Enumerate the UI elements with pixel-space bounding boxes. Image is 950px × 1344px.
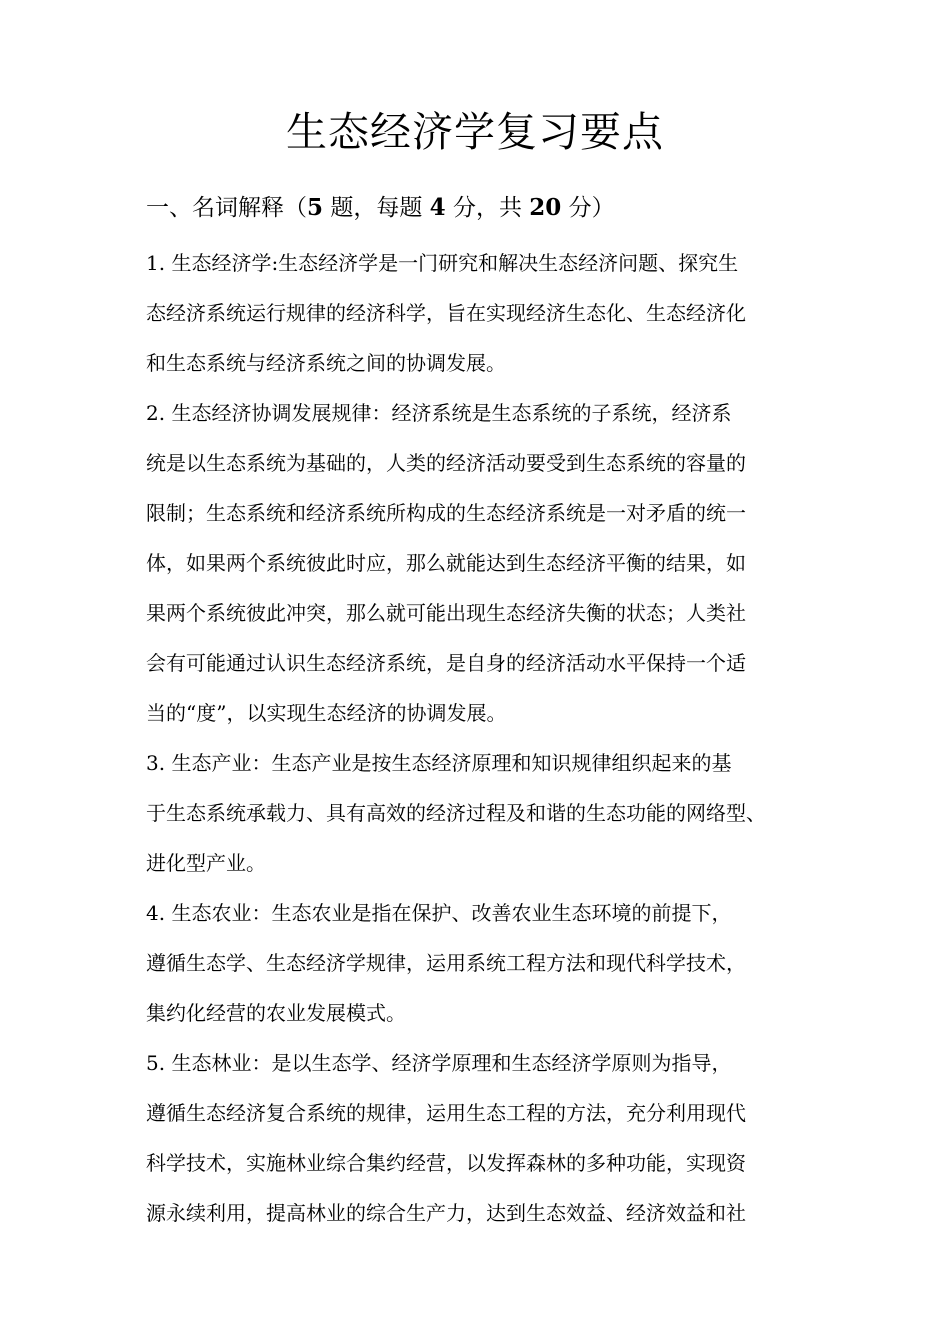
text-line: 科学技术，实施林业综合集约经营，以发挥森林的多种功能，实现资: [146, 1151, 746, 1175]
text-line: 会有可能通过认识生态经济系统，是自身的经济活动水平保持一个适: [146, 651, 746, 675]
text-line: 3. 生态产业：生态产业是按生态经济原理和知识规律组织起来的基: [146, 751, 732, 775]
text-line: 态经济系统运行规律的经济科学，旨在实现经济生态化、生态经济化: [146, 301, 746, 325]
section-heading-text-1: 题，每题: [323, 195, 430, 221]
section-heading-text-3: 分）: [561, 195, 615, 221]
text-line: 统是以生态系统为基础的，人类的经济活动要受到生态系统的容量的: [146, 451, 746, 475]
text-line: 果两个系统彼此冲突，那么就可能出现生态经济失衡的状态；人类社: [146, 601, 746, 625]
text-line: 遵循生态学、生态经济学规律，运用系统工程方法和现代科学技术，: [146, 951, 746, 975]
text-line: 进化型产业。: [146, 851, 266, 875]
text-line: 限制；生态系统和经济系统所构成的生态经济系统是一对矛盾的统一: [146, 501, 746, 525]
total-points: 20: [529, 194, 562, 221]
text-line: 4. 生态农业：生态农业是指在保护、改善农业生态环境的前提下，: [146, 901, 732, 925]
text-line: 1. 生态经济学:生态经济学是一门研究和解决生态经济问题、探究生: [146, 251, 739, 275]
question-count: 5: [307, 194, 324, 221]
section-heading: [146, 191, 615, 225]
text-line: 当的“度”，以实现生态经济的协调发展。: [146, 701, 507, 725]
document-title: 生态经济学复习要点: [286, 108, 664, 156]
text-line: 遵循生态经济复合系统的规律，运用生态工程的方法，充分利用现代: [146, 1101, 746, 1125]
text-line: 集约化经营的农业发展模式。: [146, 1001, 406, 1025]
points-per-question: 4: [429, 194, 446, 221]
text-line: 2. 生态经济协调发展规律：经济系统是生态系统的子系统，经济系: [146, 401, 732, 425]
section-heading-text-2: 分，共: [445, 195, 530, 221]
text-line: 5. 生态林业：是以生态学、经济学原理和生态经济学原则为指导，: [146, 1051, 732, 1075]
definitions-body: [146, 238, 826, 1238]
text-line: 于生态系统承载力、具有高效的经济过程及和谐的生态功能的网络型、: [146, 801, 766, 825]
text-line: 和生态系统与经济系统之间的协调发展。: [146, 351, 506, 375]
section-heading-prefix: 一、名词解释（: [146, 195, 307, 221]
text-line: 体，如果两个系统彼此时应，那么就能达到生态经济平衡的结果，如: [146, 551, 746, 575]
text-line: 源永续利用，提高林业的综合生产力，达到生态效益、经济效益和社: [146, 1201, 746, 1225]
